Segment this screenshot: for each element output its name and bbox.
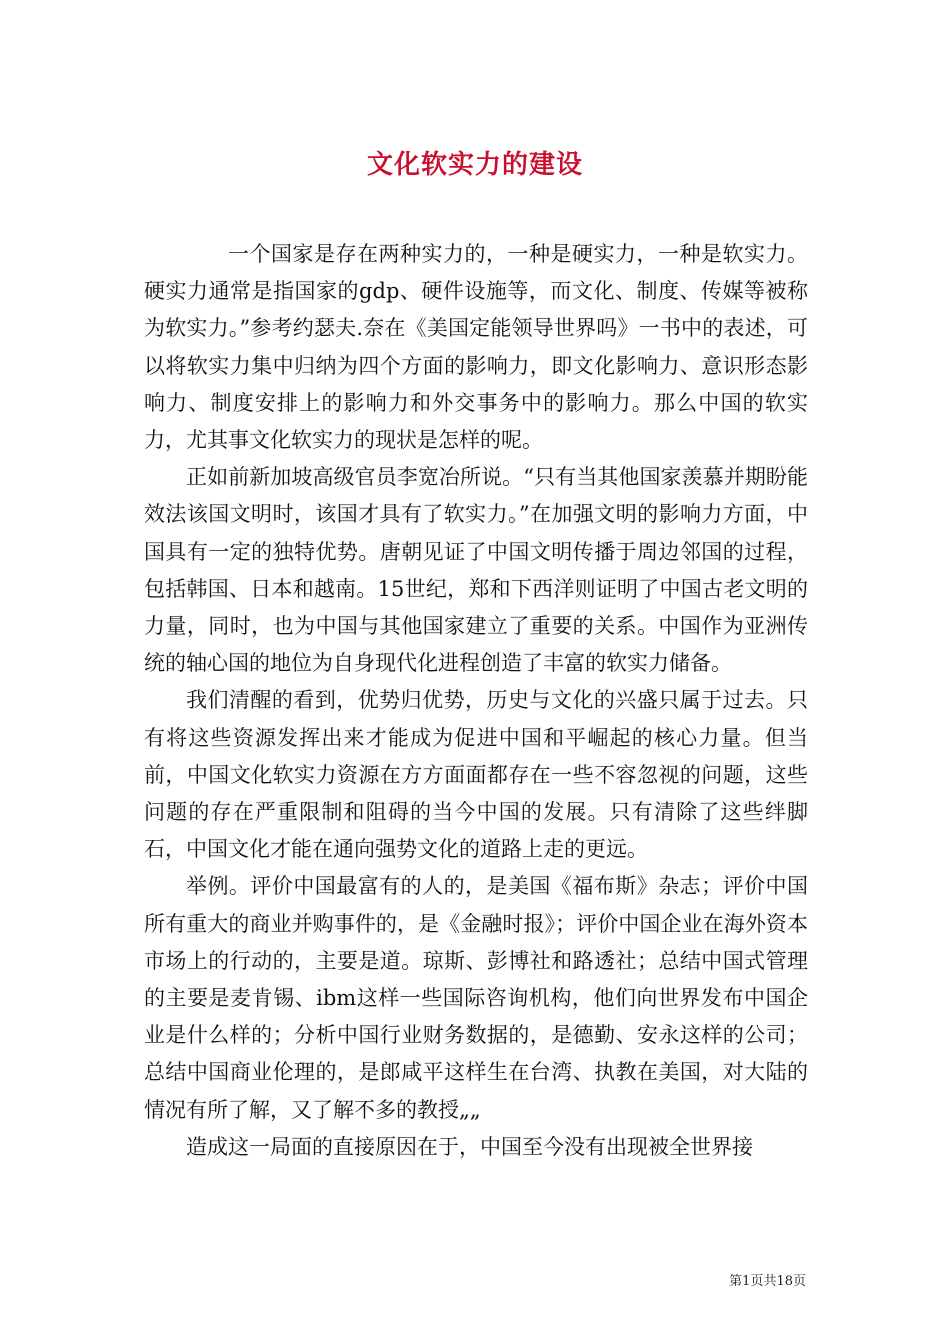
paragraph-5: 造成这一局面的直接原因在于，中国至今没有出现被全世界接 — [186, 1134, 753, 1159]
document-body — [144, 236, 808, 1166]
paragraph-4: 举例。评价中国最富有的人的，是美国《福布斯》杂志；评价中国所有重大的商业并购事件的，是《金融时报》；评价中国企业在海外资本市场上的行动的，主要是道。琼斯、彭博社和路透社；总结中国式管理的主要是麦肯锡、ibm这样一些国际咨询机构，他们向世界发布中国企业是什么样的；分析中国行业财务数据的，是德勤、安永这样的公司；总结中国商业伦理的，是郎咸平这样生在台湾、执教在美国，对大陆的情况有所了解，又了解不多的教授„„ — [144, 874, 808, 1122]
document-title: 文化软实力的建设 — [366, 150, 583, 181]
paragraph-2: 正如前新加坡高级官员李宽冶所说。“只有当其他国家羡慕并期盼能效法该国文明时，该国才具有了软实力。”在加强文明的影响力方面，中国具有一定的独特优势。唐朝见证了中国文明传播于周边邻国的过程，包括韩国、日本和越南。15世纪，郑和下西洋则证明了中国古老文明的力量，同时，也为中国与其他国家建立了重要的关系。中国作为亚洲传统的轴心国的地位为自身现代化进程创造了丰富的软实力储备。 — [144, 465, 808, 676]
paragraph-1: 一个国家是存在两种实力的，一种是硬实力，一种是软实力。硬实力通常是指国家的gdp、硬件设施等，而文化、制度、传媒等被称为软实力。”参考约瑟夫.奈在《美国定能领导世界吗》一书中的表述，可以将软实力集中归纳为四个方面的影响力，即文化影响力、意识形态影响力、制度安排上的影响力和外交事务中的影响力。那么中国的软实力，尤其事文化软实力的现状是怎样的呢。 — [144, 242, 808, 453]
paragraph-3: 我们清醒的看到，优势归优势，历史与文化的兴盛只属于过去。只有将这些资源发挥出来才能成为促进中国和平崛起的核心力量。但当前，中国文化软实力资源在方方面面都存在一些不容忽视的问题，这些问题的存在严重限制和阻碍的当今中国的发展。只有清除了这些绊脚石，中国文化才能在通向强势文化的道路上走的更远。 — [144, 688, 808, 862]
page-number-footer: 第1页共18页 — [729, 1274, 806, 1289]
